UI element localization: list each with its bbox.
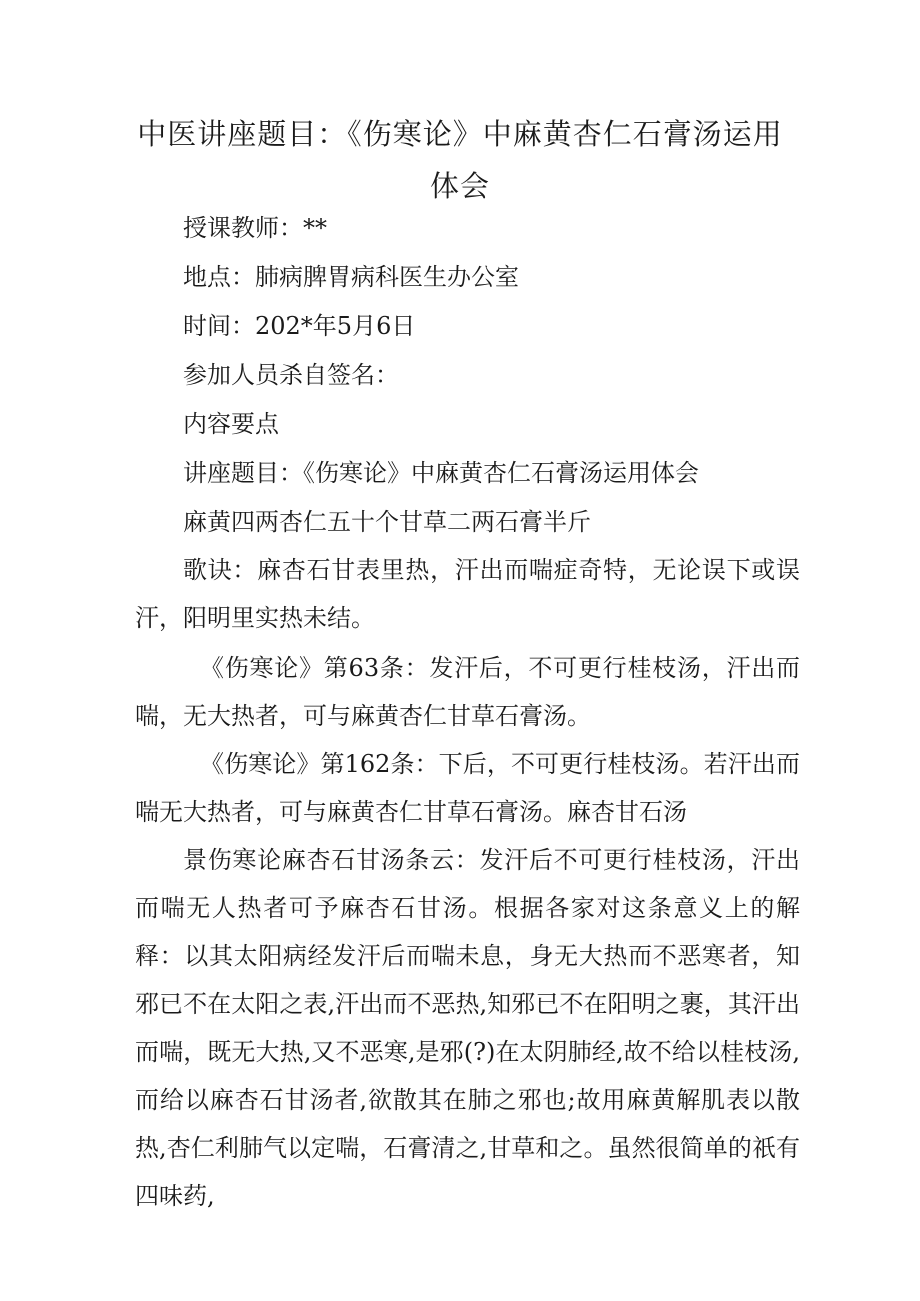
formula-line: 麻黄四两杏仁五十个甘草二两石膏半斤	[183, 508, 591, 536]
lecture-title-line: 讲座题目：《伤寒论》中麻黄杏仁石膏汤运用体会	[183, 459, 699, 487]
location-line: 地点：肺病脾胃病科医生办公室	[183, 263, 519, 291]
attendees-line: 参加人员杀自签名：	[183, 361, 399, 389]
teacher-line: 授课教师：**	[183, 214, 327, 242]
mnemonic-paragraph: 歌诀：麻杏石甘表里热，汗出而喘症奇特，无论误下或误汗，阳明里实热未结。	[135, 556, 800, 632]
section-heading: 内容要点	[183, 410, 279, 438]
document-title: 中医讲座题目：《伤寒论》中麻黄杏仁石膏汤运用体会	[137, 117, 783, 203]
discussion-paragraph: 景伤寒论麻杏石甘汤条云：发汗后不可更行桂枝汤，汗出而喘无人热者可予麻杏石甘汤。根据各家对这条意义上的解释：以其太阳病经发汗后而喘未息，身无大热而不恶寒者，知邪已不在太阳之表,汗出而不恶热,知邪已不在阳明之裹，其汗出而喘，既无大热,又不恶寒,是邪(?)在太阴肺经,故不给以桂枝汤,而给以麻杏石甘汤者,欲散其在肺之邪也;故用麻黄解肌表以散热,杏仁利肺气以定喘，石膏清之,甘草和之。虽然很简单的祇有四味药,	[135, 846, 800, 1210]
time-line: 时间：202*年5月6日	[183, 312, 416, 340]
article63-paragraph: 《伤寒论》第63条：发汗后，不可更行桂枝汤，汗出而喘，无大热者，可与麻黄杏仁甘草石膏汤。	[135, 654, 800, 730]
article162-paragraph: 《伤寒论》第162条：下后，不可更行桂枝汤。若汗出而喘无大热者，可与麻黄杏仁甘草石膏汤。麻杏甘石汤	[135, 750, 800, 826]
